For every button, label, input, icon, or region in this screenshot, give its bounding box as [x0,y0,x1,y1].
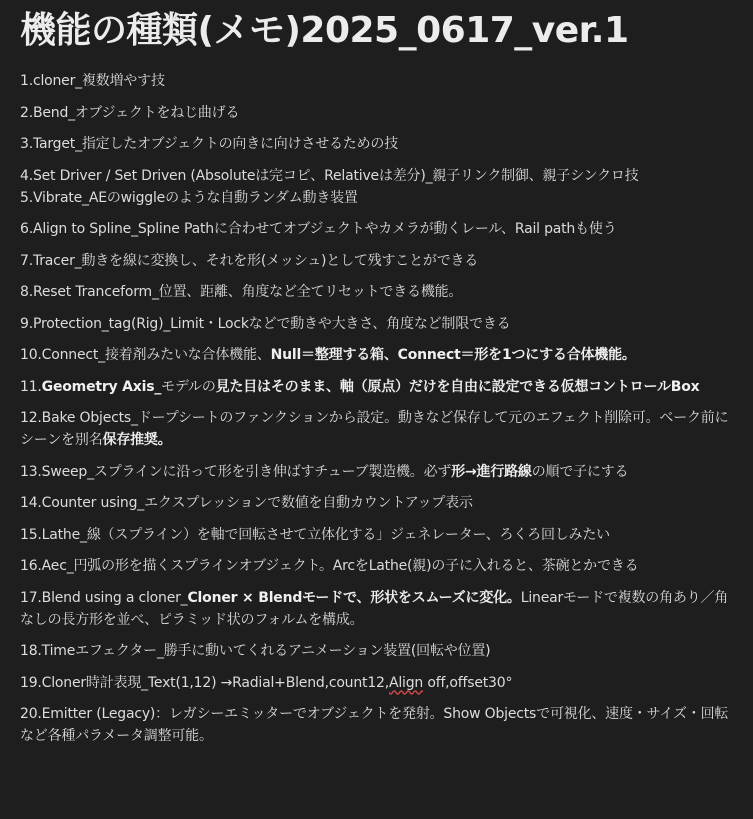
note-item [20,640,739,662]
note-item [20,407,739,451]
note-text: の順で子にする [531,463,629,480]
note-text: モデルの [161,378,216,395]
feature-notes-list [20,70,739,747]
note-bold-text: Geometry Axis_ [41,378,162,395]
note-item [20,133,739,155]
page-title: 機能の種類(メモ)2025_0617_ver.1 [20,10,629,51]
note-text: off,offset30° [423,674,513,691]
note-text: 14.Counter using_エクスプレッションで数値を自動カウントアップ表示 [20,495,473,511]
note-item [20,461,739,483]
note-text: 19.Cloner時計表現_Text(1,12) →Radial+Blend,count12, [20,674,389,691]
note-item [20,492,739,514]
note-text: 2.Bend_オブジェクトをねじ曲げる [20,104,240,121]
note-text: 16.Aec_円弧の形を描くスプラインオブジェクト。ArcをLathe(親)の子に入れると、茶碗とかできる [20,558,639,574]
note-item [20,524,739,546]
note-item [20,672,739,694]
note-text: 3.Target_指定したオブジェクトの向きに向けさせるための技 [20,136,399,152]
note-text: 17.Blend using a cloner_ [20,589,188,606]
note-item [20,376,739,398]
spellcheck-flagged-word: Align [388,674,424,691]
note-item [20,344,739,366]
note-text: 5.Vibrate_AEのwiggleのような自動ランダム動き装置 [20,189,358,206]
note-text: 7.Tracer_動きを線に変換し、それを形(メッシュ)として残すことができる [20,252,479,269]
note-text: 11. [20,378,42,395]
note-text: 8.Reset Tranceform_位置、距離、角度など全てリセットできる機能。 [20,284,463,300]
note-item [20,313,739,335]
note-item [20,70,739,92]
note-item [20,187,739,209]
note-text: 10.Connect_接着剤みたいな合体機能、 [20,347,271,363]
note-text: 13.Sweep_スプラインに沿って形を引き伸ばすチューブ製造機。必ず [20,463,452,480]
note-bold-text: Null＝整理する箱、Connect＝形を1つにする合体機能。 [270,347,636,363]
note-bold-text: 見た目はそのまま、軸（原点）だけを自由に設定できる仮想コントロールBox [215,378,700,395]
note-bold-text: Cloner × Blendモードで、形状をスムーズに変化。 [187,589,521,606]
note-item [20,250,739,272]
note-item [20,281,739,303]
note-item [20,218,739,240]
note-item [20,587,739,631]
note-text: 18.Timeエフェクター_勝手に動いてくれるアニメーション装置(回転や位置) [20,643,491,659]
note-item [20,703,739,747]
note-text: 20.Emitter (Legacy)：レガシーエミッターでオブジェクトを発射。Show Objectsで可視化、速度・サイズ・回転など各種パラメータ調整可能。 [20,706,729,744]
note-text: 9.Protection_tag(Rig)_Limit・Lockなどで動きや大きさ、角度など制限できる [20,315,511,332]
note-text: 4.Set Driver / Set Driven (Absoluteは完コピ、Relativeは差分)_親子リンク制御、親子シンクロ技 [20,167,639,184]
note-bold-text: 形→進行路線 [451,463,532,480]
note-text: 1.cloner_複数増やす技 [20,73,165,89]
note-item [20,102,739,124]
note-bold-text: 保存推奨。 [102,432,172,448]
note-item [20,555,739,577]
note-text: 6.Align to Spline_Spline Pathに合わせてオブジェクトやカメラが動くレール、Rail pathも使う [20,221,617,237]
note-text: 12.Bake Objects_ドープシートのファンクションから設定。動きなど保存して元のエフェクト削除可。ベーク前にシーンを別名 [20,410,729,448]
note-text: Linearモードで複数の角あり／角なしの長方形を並べ、ピラミッド状のフォルムを構成。 [20,589,729,628]
note-item [20,165,739,187]
note-text: 15.Lathe_線（スプライン）を軸で回転させて立体化する」ジェネレーター、ろくろ回しみたい [20,526,610,543]
